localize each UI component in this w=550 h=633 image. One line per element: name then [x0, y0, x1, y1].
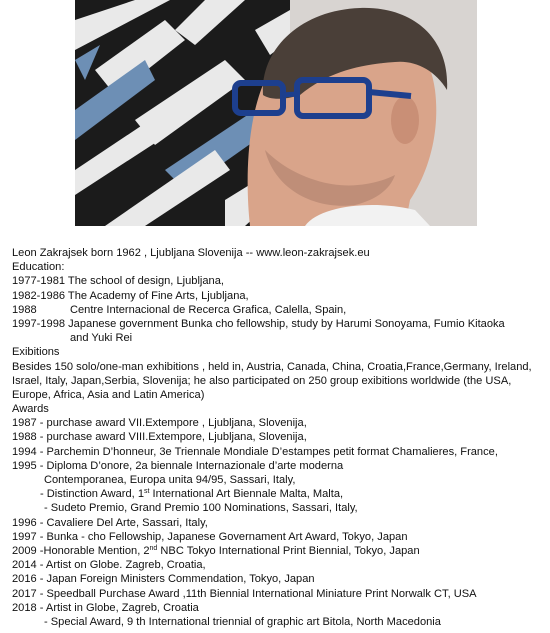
award-text: NBC Tokyo International Print Biennial, Tokyo, Japan — [157, 544, 420, 557]
exhibitions-text: Besides 150 solo/one-man exhibitions , held in, Austria, Canada, China, Croatia,France,Germany, Ireland, Israel, Italy, Japan,Serbia, Slovenija; he also participated on 250 group exibitions worldwide (the USA, Europe, Africa, Asia and Latin America) — [12, 360, 532, 401]
award-item-continuation: Contemporanea, Europa unita 94/95, Sassari, Italy, — [44, 474, 296, 487]
awards-heading: Awards — [12, 403, 49, 416]
education-text: Centre Internacional de Recerca Grafica, Calella, Spain, — [70, 303, 347, 316]
award-superscript: st — [144, 488, 150, 496]
portrait-image — [75, 0, 477, 226]
biography — [12, 246, 546, 629]
award-item: 2018 - Artist in Globe, Zagreb, Croatia — [12, 601, 199, 614]
award-text: International Art Biennale Malta, Malta, — [149, 488, 344, 501]
award-item: 1995 - Diploma D’onore, 2a biennale Internazionale d’arte moderna — [12, 459, 344, 472]
education-item: 1997-1998 Japanese government Bunka cho fellowship, study by Harumi Sonoyama, Fumio Kitaoka — [12, 317, 505, 330]
education-heading: Education: — [12, 261, 65, 274]
award-item: 1996 - Cavaliere Del Arte, Sassari, Italy, — [12, 516, 208, 529]
education-item: 1977-1981 The school of design, Ljubljana, — [12, 275, 224, 288]
education-year: 1988 — [12, 303, 37, 316]
portrait-photo — [75, 0, 477, 226]
name-line: Leon Zakrajsek born 1962 , Ljubljana Slovenija -- www.leon-zakrajsek.eu — [12, 247, 370, 259]
education-item-continuation: and Yuki Rei — [70, 332, 133, 345]
award-item: 2016 - Japan Foreign Ministers Commendation, Tokyo, Japan — [12, 573, 315, 586]
award-item: 1988 - purchase award VIII.Extempore, Ljubljana, Slovenija, — [12, 431, 307, 444]
award-item: 2014 - Artist on Globe. Zagreb, Croatia, — [12, 559, 206, 572]
award-item: 1997 - Bunka - cho Fellowship, Japanese Governament Art Award, Tokyo, Japan — [12, 530, 408, 543]
award-item: 1987 - purchase award VII.Extempore , Ljubljana, Slovenija, — [12, 417, 307, 430]
award-text: 2009 -Honorable Mention, 2 — [12, 544, 150, 557]
award-item: - Special Award, 9 th International triennial of graphic art Bitola, North Macedonia — [44, 615, 441, 628]
education-item: 1982-1986 The Academy of Fine Arts, Ljubljana, — [12, 289, 249, 302]
award-item: 1994 - Parchemin D’honneur, 3e Triennale Mondiale D’estampes petit format Chamalieres, France, — [12, 445, 498, 458]
award-item — [12, 544, 546, 558]
award-item — [12, 487, 546, 501]
award-item: - Sudeto Premio, Grand Premio 100 Nominations, Sassari, Italy, — [44, 502, 358, 515]
award-item: 2017 - Speedball Purchase Award ,11th Biennial International Miniature Print Norwalk CT, USA — [12, 587, 477, 600]
exhibitions-heading: Exibitions — [12, 346, 60, 359]
award-superscript: nd — [149, 544, 158, 552]
education-item — [12, 303, 546, 317]
award-text: - Distinction Award, 1 — [40, 488, 144, 501]
